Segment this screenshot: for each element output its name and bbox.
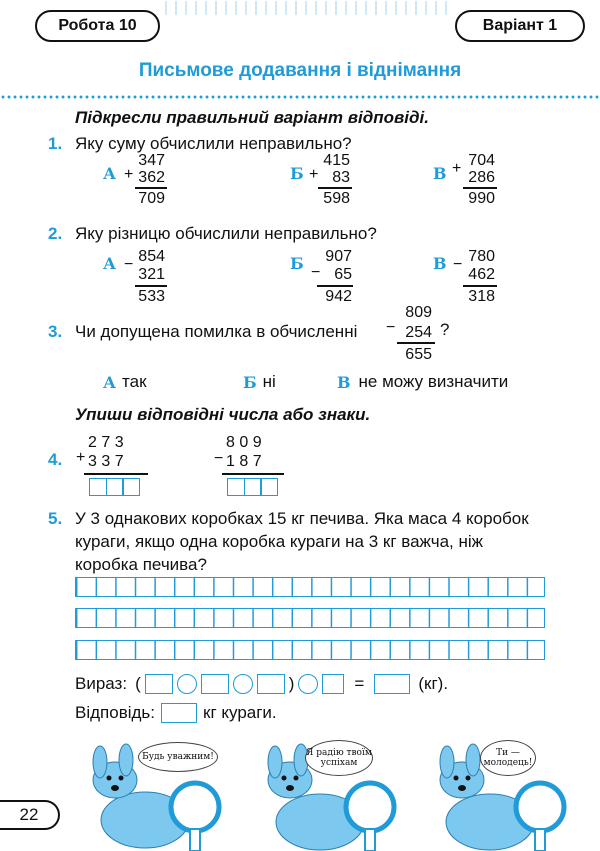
q3-text: Чи допущена помилка в обчисленні [75, 322, 358, 341]
operator-circle[interactable] [298, 674, 318, 694]
addend-top: 704 [468, 152, 495, 169]
equals-sign: = [354, 674, 365, 693]
addend-bottom: 362 [138, 169, 165, 186]
minuend: 907 [325, 248, 352, 265]
option-letter: Б [290, 164, 304, 183]
option-letter: Б [243, 372, 257, 392]
sum-line [84, 473, 148, 475]
q3-answer-v[interactable] [337, 372, 508, 392]
answer-text: так [122, 372, 147, 391]
result-box[interactable] [374, 674, 410, 694]
q3-number: 3. [48, 322, 63, 341]
difference-line [463, 285, 497, 287]
speech-bubble-3: Ти — молодець! [480, 740, 536, 776]
option-letter: А [103, 254, 117, 273]
q3-minuend: 809 [405, 304, 432, 321]
minus-sign: − [311, 264, 321, 281]
difference-result: 942 [325, 288, 352, 305]
page-title: Письмове додавання і віднімання [138, 60, 462, 81]
q3-difference-line [397, 342, 435, 344]
sum-result: 598 [323, 190, 350, 207]
addend-top: 2 7 3 [88, 434, 124, 451]
sum-line [318, 187, 352, 189]
number-box[interactable] [322, 674, 344, 694]
expression-label: Вираз: [75, 674, 128, 693]
q3-subtrahend: 254 [405, 324, 432, 341]
option-letter: Б [290, 254, 304, 273]
open-paren: ( [135, 674, 141, 693]
addend-bottom: 83 [332, 169, 350, 186]
top-decoration [165, 1, 455, 15]
close-paren: ) [288, 674, 295, 693]
plus-sign: + [309, 166, 319, 183]
minuend: 780 [468, 248, 495, 265]
number-box[interactable] [257, 674, 285, 694]
q3-difference: 655 [405, 346, 432, 363]
minus-sign: − [453, 256, 463, 273]
option-letter: В [433, 164, 447, 183]
q3-question-mark: ? [440, 320, 450, 339]
solution-grid-row-1[interactable] [75, 577, 545, 597]
instruction-2: Упиши відповідні числа або знаки. [75, 405, 371, 424]
minus-sign: − [214, 450, 224, 467]
work-label: Робота 10 [35, 10, 160, 42]
sum-line [463, 187, 497, 189]
difference-line [135, 285, 167, 287]
answer-text: ні [262, 372, 276, 391]
page-number: 22 [0, 800, 60, 830]
minuend: 854 [138, 248, 165, 265]
q3-answer-b[interactable] [243, 372, 276, 392]
expression-row [75, 674, 448, 694]
minus-sign: − [124, 256, 134, 273]
subtrahend: 65 [334, 266, 352, 283]
q5-line-2: кураги, якщо одна коробка кураги на 3 кг важча, ніж [75, 532, 484, 551]
variant-label: Варіант 1 [455, 10, 585, 42]
addend-bottom: 3 3 7 [88, 453, 124, 470]
option-letter: А [103, 164, 117, 183]
speech-bubble-2: Я радію твоїм успіхам [305, 740, 373, 776]
answer-label: Відповідь: [75, 703, 156, 722]
answer-boxes[interactable] [89, 478, 139, 496]
plus-sign: + [124, 166, 134, 183]
option-letter: В [433, 254, 447, 273]
addend-top: 347 [138, 152, 165, 169]
q5-number: 5. [48, 509, 63, 528]
instruction-1: Підкресли правильний варіант відповіді. [75, 108, 429, 127]
q5-line-3: коробка печива? [75, 555, 207, 574]
subtrahend: 462 [468, 266, 495, 283]
q2-text: Яку різницю обчислили неправильно? [75, 224, 377, 243]
answer-row [75, 703, 277, 723]
answer-boxes[interactable] [227, 478, 277, 496]
sum-line [135, 187, 167, 189]
answer-box[interactable] [161, 703, 197, 723]
difference-line [222, 473, 284, 475]
addend-bottom: 286 [468, 169, 495, 186]
dotted-separator [0, 95, 600, 99]
solution-grid-row-3[interactable] [75, 640, 545, 660]
q3-minus-sign: − [386, 319, 396, 336]
subtrahend: 1 8 7 [226, 453, 262, 470]
q4-number: 4. [48, 450, 63, 469]
operator-circle[interactable] [177, 674, 197, 694]
solution-grid-row-2[interactable] [75, 608, 545, 628]
plus-sign: + [76, 449, 86, 466]
difference-result: 318 [468, 288, 495, 305]
speech-bubble-1: Будь уважним! [138, 742, 218, 772]
operator-circle[interactable] [233, 674, 253, 694]
q2-number: 2. [48, 224, 63, 243]
q5-line-1: У 3 однакових коробках 15 кг печива. Яка маса 4 коробок [75, 509, 529, 528]
plus-sign: + [452, 160, 462, 177]
option-letter: А [103, 372, 117, 392]
addend-top: 415 [323, 152, 350, 169]
q1-text: Яку суму обчислили неправильно? [75, 134, 352, 153]
answer-text: не можу визначити [358, 372, 509, 391]
expression-unit: (кг). [418, 674, 449, 693]
number-box[interactable] [145, 674, 173, 694]
difference-line [317, 285, 353, 287]
subtrahend: 321 [138, 266, 165, 283]
answer-unit: кг кураги. [203, 703, 277, 722]
minuend: 8 0 9 [226, 434, 262, 451]
sum-result: 990 [468, 190, 495, 207]
q3-answer-a[interactable] [103, 372, 147, 392]
sum-result: 709 [138, 190, 165, 207]
option-letter: В [337, 372, 351, 392]
difference-result: 533 [138, 288, 165, 305]
q1-number: 1. [48, 134, 63, 153]
number-box[interactable] [201, 674, 229, 694]
